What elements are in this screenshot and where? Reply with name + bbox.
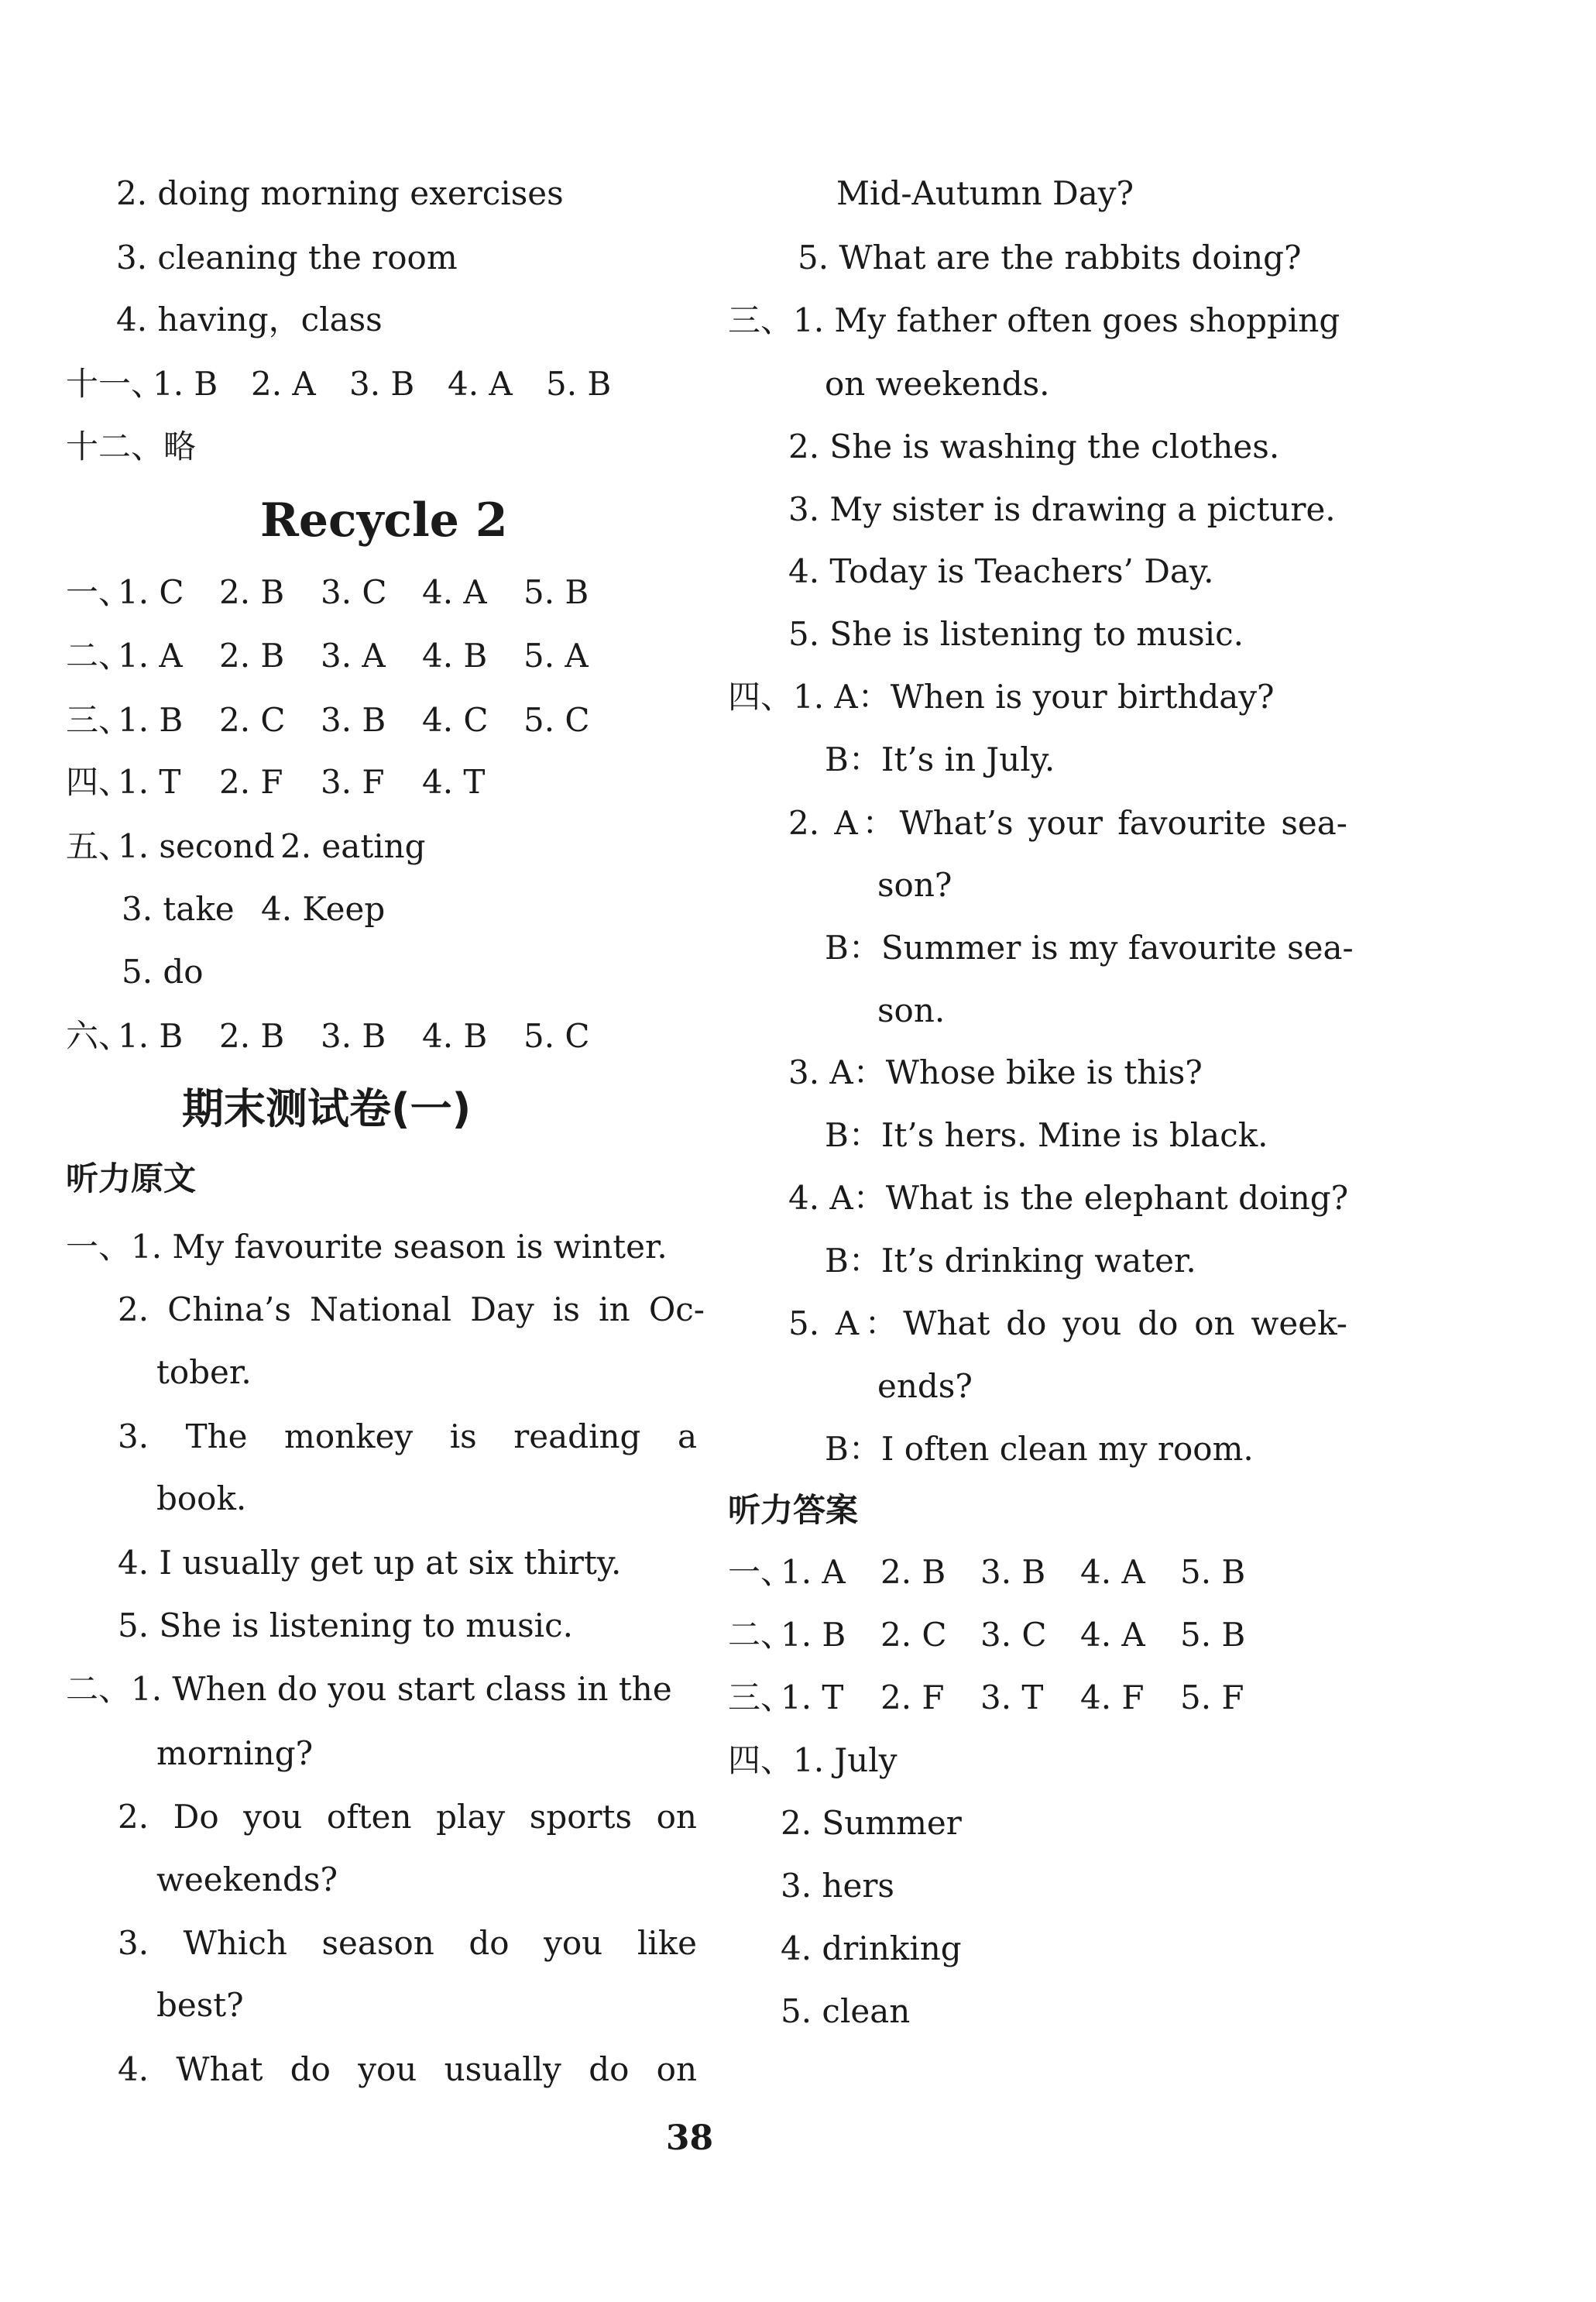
answer-prefix: 二、: [66, 637, 132, 675]
text-line: B：Summer is my favourite sea-: [825, 929, 1354, 967]
answer-item: 2. eating: [280, 827, 426, 865]
text-line: 2. doing morning exercises: [116, 174, 564, 212]
subsection-title-listening-answers: 听力答案: [728, 1491, 859, 1529]
answer-item: 4. B: [422, 1017, 488, 1055]
text-line: 4. A：What is the elephant doing?: [788, 1179, 1349, 1217]
answer-prefix: 二、: [728, 1616, 794, 1654]
answer-item: 2. B: [219, 573, 285, 611]
answer-item: 2. F: [880, 1678, 945, 1716]
answer-item: 3. B: [980, 1553, 1046, 1591]
text-line: B：It’s drinking water.: [825, 1242, 1196, 1280]
text-line: 4. What do you usually do on: [118, 2050, 697, 2088]
answer-row: [728, 1678, 1340, 1717]
answer-item: 2. F: [219, 763, 283, 801]
answer-prefix: 六、: [66, 1017, 132, 1055]
answer-prefix: 五、: [66, 827, 132, 865]
answer-item: 3. A: [321, 637, 386, 675]
answer-item: 3. T: [980, 1678, 1044, 1716]
answer-item: 2. B: [880, 1553, 946, 1591]
answer-item: 1. B: [118, 1017, 184, 1055]
text-line: 一、1. My favourite season is winter.: [66, 1228, 668, 1266]
text-line: 二、1. When do you start class in the: [66, 1670, 672, 1708]
answer-item: 2. C: [219, 701, 286, 739]
text-line: 4. Today is Teachers’ Day.: [788, 552, 1214, 590]
section-title-final-exam: 期末测试卷(一): [182, 1084, 472, 1133]
answer-row: [66, 365, 701, 404]
answer-item: 1. A: [118, 637, 183, 675]
text-line: 2. Summer: [781, 1804, 962, 1842]
text-line: 2. A：What’s your favourite sea-: [788, 804, 1347, 842]
text-line: book.: [156, 1479, 247, 1517]
answer-item: 3. F: [321, 763, 385, 801]
answer-item: 1. B: [118, 701, 184, 739]
answer-item: 4. C: [422, 701, 489, 739]
answer-prefix: 四、: [66, 763, 132, 801]
answer-item: 4. A: [448, 365, 513, 403]
answer-item: 1. second: [118, 827, 275, 865]
answer-item: 3. B: [321, 701, 386, 739]
answer-item: 4. Keep: [261, 890, 386, 928]
text-line: 3. My sister is drawing a picture.: [788, 490, 1336, 528]
text-line: 4. I usually get up at six thirty.: [118, 1544, 622, 1582]
text-line: best?: [156, 1986, 244, 2024]
text-line: morning?: [156, 1734, 314, 1772]
answer-item: 3. take: [122, 890, 235, 928]
answer-item: 1. B: [781, 1616, 846, 1654]
text-line: tober.: [156, 1353, 252, 1391]
text-line: 3. The monkey is reading a: [118, 1417, 697, 1455]
answer-prefix: 一、: [66, 573, 132, 611]
answer-prefix: 一、: [728, 1553, 794, 1591]
answer-item: 2. B: [219, 1017, 285, 1055]
text-line: 5. She is listening to music.: [788, 615, 1244, 653]
text-line: on weekends.: [825, 365, 1050, 403]
page-number: 38: [665, 2118, 714, 2158]
answer-row: [66, 573, 701, 612]
answer-item: 2. C: [880, 1616, 947, 1654]
text-line: 4. having，class: [116, 301, 383, 338]
answer-item: 1. C: [118, 573, 184, 611]
text-line: 5. She is listening to music.: [118, 1606, 573, 1644]
text-line: 四、1. A：When is your birthday?: [728, 678, 1275, 716]
answer-row: [66, 827, 701, 866]
text-line: B：I often clean my room.: [825, 1430, 1254, 1468]
text-line: 三、1. My father often goes shopping: [728, 301, 1340, 339]
text-line: ends?: [877, 1367, 973, 1405]
answer-row: [728, 1553, 1340, 1592]
text-line: 5. A：What do you do on week-: [788, 1304, 1347, 1342]
answer-item: 1. T: [118, 763, 181, 801]
answer-item: 1. T: [781, 1678, 844, 1716]
answer-row: [66, 637, 701, 675]
answer-row: [66, 701, 701, 740]
answer-item: 1. B: [153, 365, 218, 403]
text-line: 2. China’s National Day is in Oc-: [118, 1290, 705, 1328]
answer-item: 2. A: [251, 365, 316, 403]
answer-item: 3. C: [321, 573, 387, 611]
answer-item: 4. A: [422, 573, 487, 611]
text-line: Mid-Autumn Day?: [836, 174, 1134, 212]
answer-row: [122, 890, 701, 929]
text-line: 十二、略: [66, 428, 197, 466]
text-line: 5. clean: [781, 1992, 911, 2030]
answer-item: 3. C: [980, 1616, 1047, 1654]
answer-prefix: 十一、: [66, 365, 164, 403]
subsection-title-listening-text: 听力原文: [66, 1160, 197, 1197]
text-line: 4. drinking: [781, 1929, 962, 1967]
text-line: son.: [877, 991, 946, 1029]
text-line: weekends?: [156, 1860, 338, 1898]
answer-prefix: 三、: [728, 1678, 794, 1716]
answer-item: 5. C: [523, 701, 590, 739]
answer-item: 1. A: [781, 1553, 846, 1591]
answer-prefix: 三、: [66, 701, 132, 739]
answer-item: 5. B: [1180, 1553, 1246, 1591]
answer-item: 4. A: [1080, 1616, 1145, 1654]
answer-item: 4. T: [422, 763, 486, 801]
text-line: 3. Which season do you like: [118, 1924, 697, 1962]
answer-item: 5. F: [1180, 1678, 1244, 1716]
text-line: 3. A：Whose bike is this?: [788, 1053, 1203, 1091]
answer-item: 5. C: [523, 1017, 590, 1055]
section-title-recycle: Recycle 2: [260, 493, 508, 548]
answer-item: 5. B: [546, 365, 612, 403]
answer-item: 5. B: [523, 573, 589, 611]
answer-item: 3. B: [349, 365, 415, 403]
answer-row: [728, 1616, 1340, 1654]
answer-row: [66, 763, 701, 802]
answer-item: 4. A: [1080, 1553, 1145, 1591]
text-line: B：It’s in July.: [825, 740, 1055, 778]
text-line: 5. do: [122, 953, 204, 991]
answer-item: 3. B: [321, 1017, 386, 1055]
text-line: 3. hers: [781, 1867, 894, 1905]
answer-item: 4. B: [422, 637, 488, 675]
text-line: 3. cleaning the room: [116, 239, 458, 277]
text-line: 5. What are the rabbits doing?: [798, 239, 1302, 277]
text-line: B：It’s hers. Mine is black.: [825, 1116, 1268, 1154]
answer-item: 5. B: [1180, 1616, 1246, 1654]
answer-item: 4. F: [1080, 1678, 1145, 1716]
answer-item: 2. B: [219, 637, 285, 675]
answer-item: 5. A: [523, 637, 589, 675]
text-line: 2. Do you often play sports on: [118, 1798, 697, 1836]
text-line: 四、1. July: [728, 1741, 898, 1779]
text-line: son?: [877, 866, 952, 904]
answer-row: [66, 1017, 701, 1056]
text-line: 2. She is washing the clothes.: [788, 428, 1280, 466]
